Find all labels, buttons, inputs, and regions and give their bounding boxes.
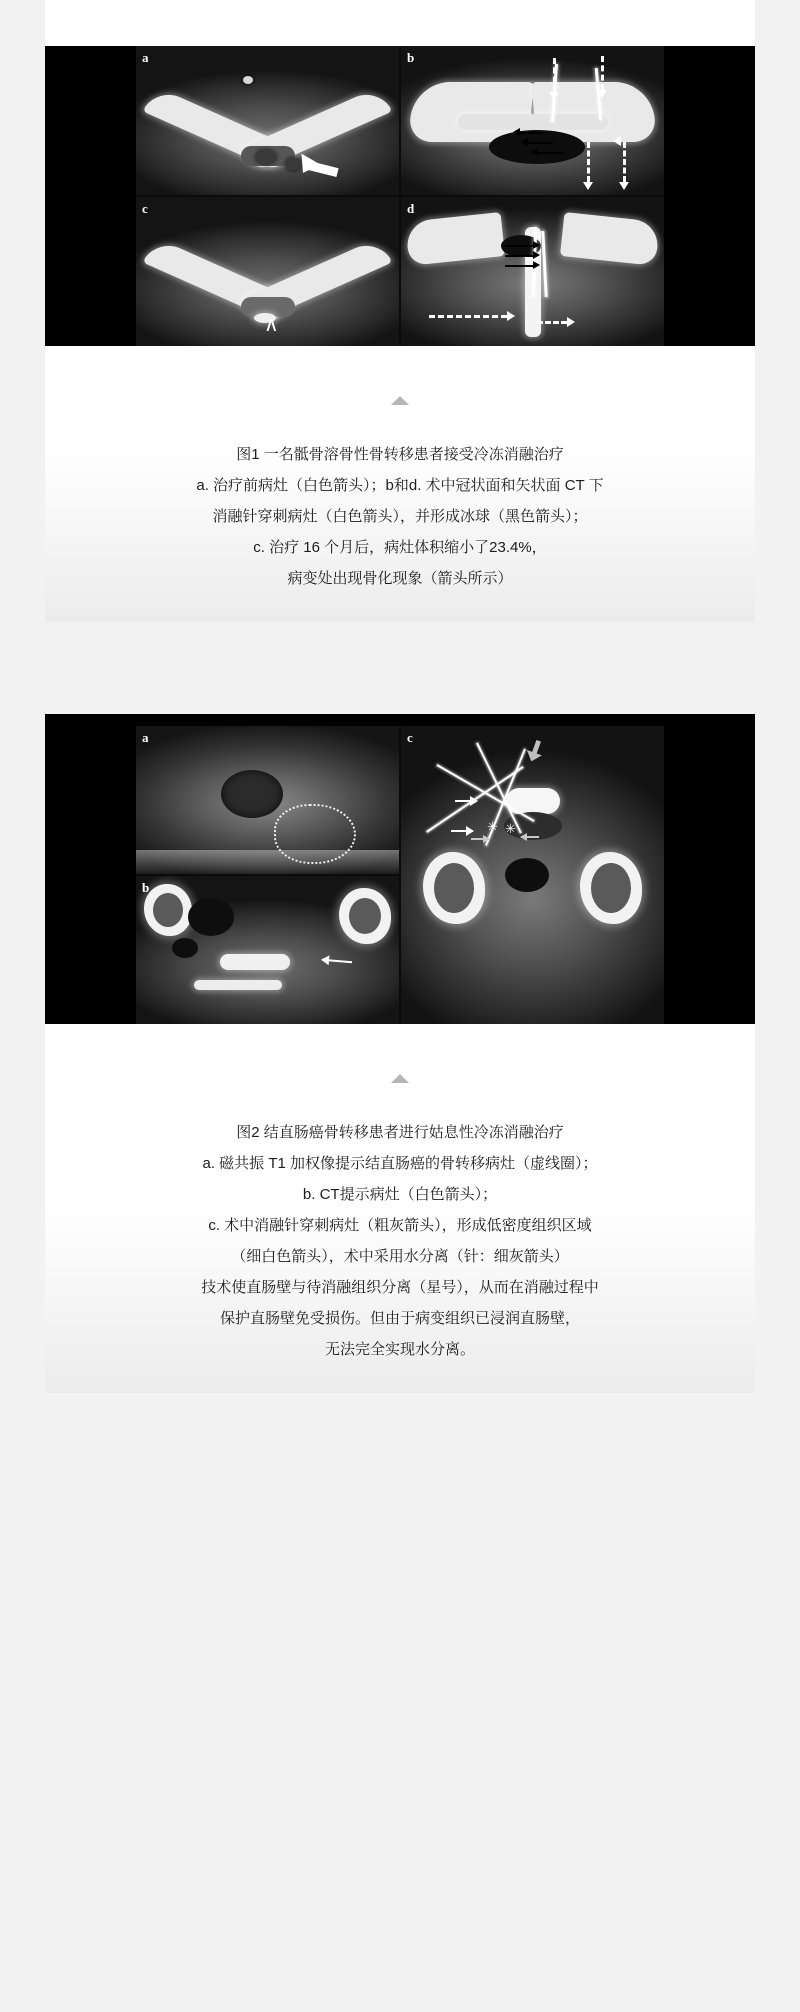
figure-2-panel-c xyxy=(401,726,664,1024)
figure-2-caption-line-1: a. 磁共振 T1 加权像提示结直肠癌的骨转移病灶（虚线圈）； xyxy=(202,1155,598,1172)
thin-gray-arrow-1 xyxy=(471,838,489,840)
femur-left xyxy=(144,884,192,936)
figure-2-divider xyxy=(45,1074,755,1083)
figure-2-panel-b xyxy=(136,876,399,1024)
panel-letter-c: c xyxy=(407,730,413,745)
femur-left-marrow xyxy=(153,893,183,927)
figure-2-caption-line-6: 保护直肠壁免受损伤。但由于病变组织已浸润直肠壁， xyxy=(219,1310,580,1327)
femur-right-marrow xyxy=(349,898,381,934)
figure-1-panel-a xyxy=(136,46,399,195)
dashed-arrow-long-tip xyxy=(507,311,515,321)
figure-1-panel-c xyxy=(136,197,399,346)
black-arrow-2-tip xyxy=(521,138,528,146)
black-arrow-1-tip xyxy=(533,241,540,249)
femur-left-marrow xyxy=(434,863,474,913)
white-arrow-iceball xyxy=(613,136,621,146)
dashed-arrow-1 xyxy=(553,58,556,92)
dashed-arrow-short xyxy=(537,321,567,324)
figure-1-divider xyxy=(45,396,755,405)
star-marker-1: ✳ xyxy=(487,819,498,834)
dotted-outline-lesion xyxy=(274,804,356,864)
bowel-gas xyxy=(505,858,549,892)
figure-1-caption-line-2: 消融针穿刺病灶（白色箭头），并形成冰球（黑色箭头）； xyxy=(212,508,588,525)
dashed-arrow-4 xyxy=(623,142,626,182)
triangle-up-icon xyxy=(391,396,409,405)
dashed-arrow-3 xyxy=(587,142,590,182)
bladder xyxy=(221,770,283,818)
black-arrow-2-tip xyxy=(533,251,540,259)
figure-1-image xyxy=(45,46,755,346)
panel-letter-a: a xyxy=(142,730,149,745)
figure-1-caption xyxy=(45,439,755,594)
dashed-arrow-3-tip xyxy=(583,182,593,190)
section-gap xyxy=(0,622,800,714)
dashed-arrow-short-tip xyxy=(567,317,575,327)
thin-white-arrow-2 xyxy=(451,830,473,832)
subcutaneous-fat xyxy=(136,850,399,874)
femur-left xyxy=(423,852,485,924)
figure-1-block xyxy=(45,0,755,622)
dashed-arrow-2 xyxy=(601,56,604,90)
figure-2-montage xyxy=(136,726,664,1024)
figure-2-caption-line-7: 无法完全实现水分离。 xyxy=(324,1341,475,1358)
panel-letter-a: a xyxy=(142,50,149,65)
white-arrow-lesion xyxy=(296,158,318,174)
figure-2-caption-title: 图2 结直肠癌骨转移患者进行姑息性冷冻消融治疗 xyxy=(236,1124,564,1141)
panel-letter-d: d xyxy=(407,201,415,216)
black-arrow-3 xyxy=(537,152,563,154)
triangle-up-icon xyxy=(391,1074,409,1083)
black-arrow-2 xyxy=(527,142,553,144)
black-arrow-1 xyxy=(505,245,535,247)
panel-letter-c: c xyxy=(142,201,148,216)
thin-white-arrow-1 xyxy=(455,800,477,802)
page-footer-space xyxy=(0,1393,800,1513)
panel-letter-b: b xyxy=(407,50,415,65)
figure-2-image xyxy=(45,714,755,1024)
figure-1-panel-d xyxy=(401,197,664,346)
figure-1-caption-line-1: a. 治疗前病灶（白色箭头）；b和d. 术中冠状面和矢状面 CT 下 xyxy=(196,477,604,494)
dashed-arrow-4-tip xyxy=(619,182,629,190)
black-arrow-3-tip xyxy=(531,148,538,156)
figure-2-caption-line-2: b. CT提示病灶（白色箭头）； xyxy=(302,1186,498,1203)
femur-right-marrow xyxy=(591,863,631,913)
panel-letter-b: b xyxy=(142,880,150,895)
lesion-1 xyxy=(256,150,276,164)
black-arrow-3 xyxy=(505,265,535,267)
black-arrow-3-tip xyxy=(533,261,540,269)
thin-gray-arrow-2 xyxy=(521,836,539,838)
figure-2-caption-line-3: c. 术中消融针穿刺病灶（粗灰箭头），形成低密度组织区域 xyxy=(208,1217,592,1234)
figure-1-montage xyxy=(136,46,664,346)
femur-right xyxy=(339,888,391,944)
bowel-gas-1 xyxy=(188,898,234,936)
sacrum xyxy=(220,954,290,970)
ice-ball xyxy=(489,130,585,164)
black-arrow-1-tip xyxy=(513,128,520,136)
figure-2-caption-line-5: 技术使直肠壁与待消融组织分离（星号），从而在消融过程中 xyxy=(201,1279,599,1296)
sacral-body xyxy=(458,114,608,130)
pubic-ramus xyxy=(194,980,282,990)
calcification xyxy=(243,76,253,84)
bowel-gas-2 xyxy=(172,938,198,958)
figure-1-panel-b xyxy=(401,46,664,195)
figure-2-panel-a xyxy=(136,726,399,874)
femur-right xyxy=(580,852,642,924)
black-arrow-1 xyxy=(519,132,545,134)
figure-2-caption xyxy=(45,1117,755,1365)
figure-1-caption-title: 图1 一名骶骨溶骨性骨转移患者接受冷冻消融治疗 xyxy=(236,446,564,463)
black-arrow-2 xyxy=(505,255,535,257)
figure-1-caption-line-4: 病变处出现骨化现象（箭头所示） xyxy=(287,570,513,587)
figure-2-block xyxy=(45,714,755,1393)
caret-arrow-ossification: ∧ xyxy=(264,314,279,336)
figure-1-caption-line-3: c. 治疗 16 个月后，病灶体积缩小了23.4%， xyxy=(253,539,547,556)
figure-2-caption-line-4: （细白色箭头），术中采用水分离（针：细灰箭头） xyxy=(231,1248,569,1265)
star-marker-2: ✳ xyxy=(505,821,516,836)
dashed-arrow-1-tip xyxy=(549,92,559,100)
dashed-arrow-long xyxy=(429,315,507,318)
dashed-arrow-2-tip xyxy=(597,90,607,98)
